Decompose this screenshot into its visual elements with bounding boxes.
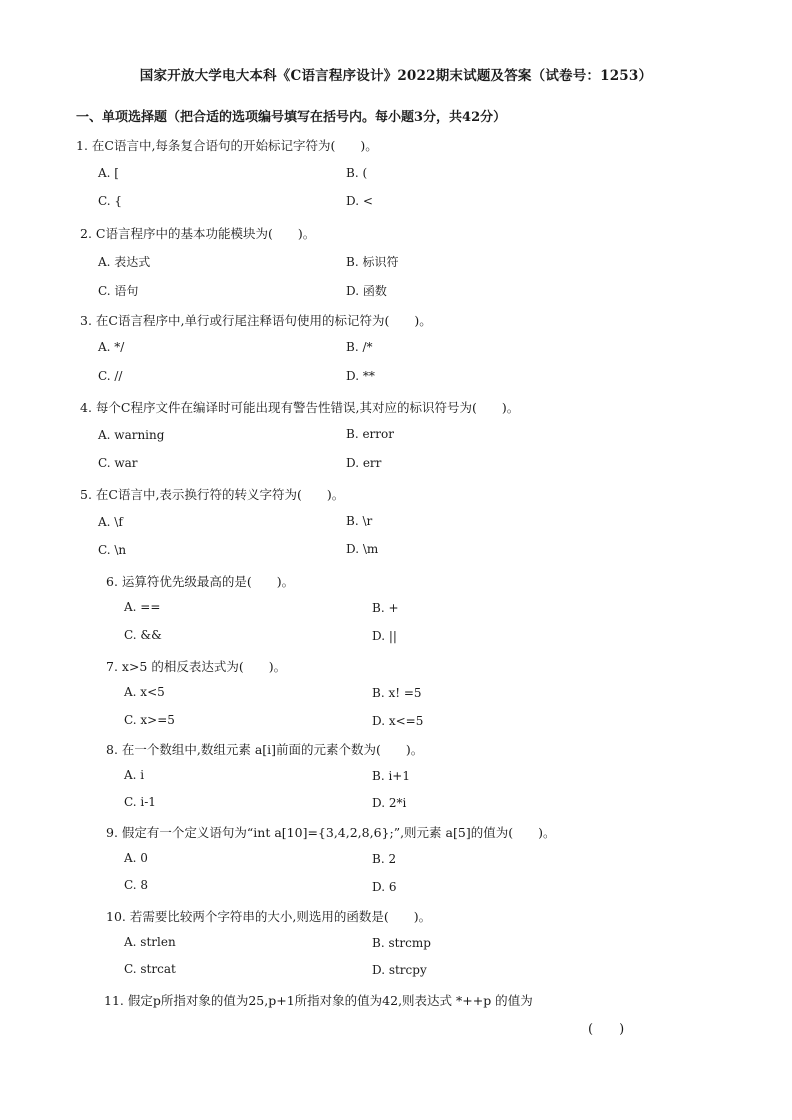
question-10-option-c: C. strcat <box>124 962 176 976</box>
question-7-option-b: B. x! =5 <box>372 686 422 700</box>
question-6-option-a: A. == <box>124 600 161 614</box>
question-3-stem: 3. 在C语言程序中,单行或行尾注释语句使用的标记符为( )。 <box>80 313 432 328</box>
question-5-option-a: A. \f <box>98 515 123 529</box>
question-4-option-d: D. err <box>346 456 382 470</box>
question-10-option-d: D. strcpy <box>372 963 427 977</box>
question-8-stem: 8. 在一个数组中,数组元素 a[i]前面的元素个数为( )。 <box>106 742 424 757</box>
question-2-option-d: D. 函数 <box>346 284 387 298</box>
question-4-option-b: B. error <box>346 427 394 441</box>
question-10-option-b: B. strcmp <box>372 936 431 950</box>
question-11-stem: 11. 假定p所指对象的值为25,p+1所指对象的值为42,则表达式 *++p 的值为 <box>104 993 533 1008</box>
question-6-option-d: D. || <box>372 629 397 643</box>
question-7-option-c: C. x>=5 <box>124 713 175 727</box>
question-9-option-a: A. 0 <box>124 851 148 865</box>
answer-parentheses: ( ) <box>588 1022 625 1037</box>
question-2-option-c: C. 语句 <box>98 284 139 298</box>
question-9-option-b: B. 2 <box>372 852 397 866</box>
question-10-stem: 10. 若需要比较两个字符串的大小,则选用的函数是( )。 <box>106 909 432 924</box>
section-heading: 一、单项选择题（把合适的选项编号填写在括号内。每小题3分，共42分） <box>76 110 507 125</box>
question-4-option-c: C. war <box>98 456 138 470</box>
question-6-option-b: B. + <box>372 601 399 615</box>
question-8-option-a: A. i <box>124 768 145 782</box>
question-6-stem: 6. 运算符优先级最高的是( )。 <box>106 574 295 589</box>
question-4-stem: 4. 每个C程序文件在编译时可能出现有警告性错误,其对应的标识符号为( )。 <box>80 400 520 415</box>
question-1-option-a: A. [ <box>98 166 119 180</box>
question-1-stem: 1. 在C语言中,每条复合语句的开始标记字符为( )。 <box>76 138 378 153</box>
question-8-option-d: D. 2*i <box>372 796 407 810</box>
question-9-option-c: C. 8 <box>124 878 149 892</box>
question-7-option-d: D. x<=5 <box>372 714 424 728</box>
question-1-option-c: C. { <box>98 194 123 208</box>
question-8-option-c: C. i-1 <box>124 795 156 809</box>
question-3-option-d: D. ** <box>346 369 375 383</box>
question-6-option-c: C. && <box>124 628 162 642</box>
question-5-option-b: B. \r <box>346 514 373 528</box>
question-1-option-b: B. ( <box>346 166 368 180</box>
question-10-option-a: A. strlen <box>124 935 176 949</box>
question-5-option-c: C. \n <box>98 543 127 557</box>
exam-title: 国家开放大学电大本科《C语言程序设计》2022期末试题及答案（试卷号：1253） <box>139 68 653 84</box>
question-2-option-a: A. 表达式 <box>98 255 151 269</box>
question-7-option-a: A. x<5 <box>124 685 165 699</box>
question-9-option-d: D. 6 <box>372 880 397 894</box>
question-2-stem: 2. C语言程序中的基本功能模块为( )。 <box>80 226 316 241</box>
question-7-stem: 7. x>5 的相反表达式为( )。 <box>106 659 287 674</box>
question-9-stem: 9. 假定有一个定义语句为“int a[10]={3,4,2,8,6};”,则元素 a[5]的值为( )。 <box>106 825 556 840</box>
question-3-option-c: C. // <box>98 369 123 383</box>
question-3-option-b: B. /* <box>346 340 373 354</box>
question-1-option-d: D. < <box>346 194 373 208</box>
question-4-option-a: A. warning <box>98 428 165 442</box>
question-2-option-b: B. 标识符 <box>346 255 399 269</box>
question-5-option-d: D. \m <box>346 542 379 556</box>
question-8-option-b: B. i+1 <box>372 769 410 783</box>
question-3-option-a: A. */ <box>98 340 125 354</box>
question-5-stem: 5. 在C语言中,表示换行符的转义字符为( )。 <box>80 487 345 502</box>
